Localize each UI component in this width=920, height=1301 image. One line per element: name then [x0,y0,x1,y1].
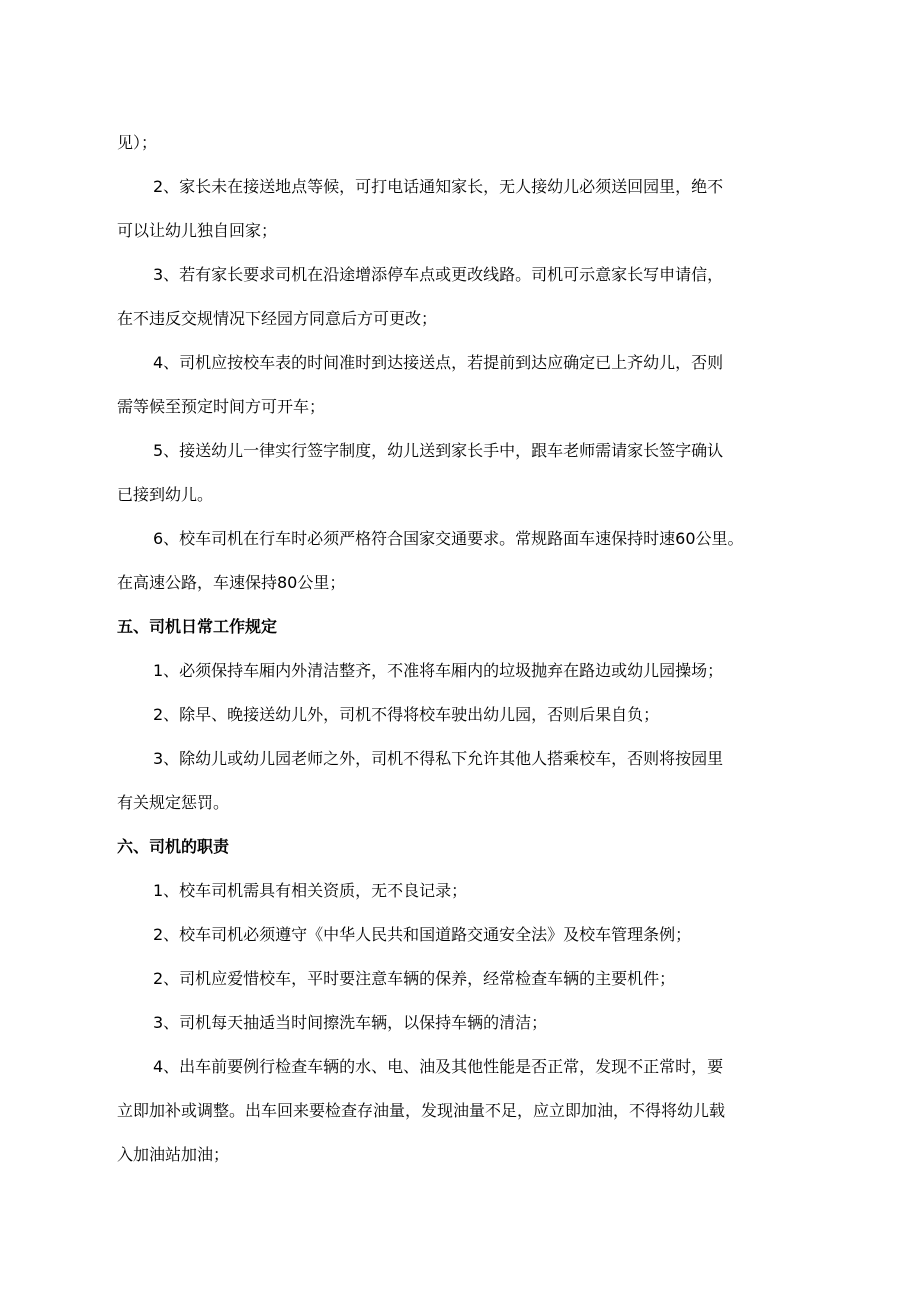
paragraph-line: 1、校车司机需具有相关资质，无不良记录； [153,881,468,900]
paragraph-line: 5、接送幼儿一律实行签字制度，幼儿送到家长手中，跟车老师需请家长签字确认 [153,441,724,460]
paragraph-line: 2、除早、晚接送幼儿外，司机不得将校车驶出幼儿园，否则后果自负； [153,705,660,724]
paragraph-line: 2、家长未在接送地点等候，可打电话通知家长，无人接幼儿必须送回园里，绝不 [153,177,724,196]
paragraph-line: 立即加补或调整。出车回来要检查存油量，发现油量不足，应立即加油，不得将幼儿载 [117,1101,726,1120]
paragraph-line: 3、若有家长要求司机在沿途增添停车点或更改线路。司机可示意家长写申请信， [153,265,724,284]
paragraph-line: 3、除幼儿或幼儿园老师之外，司机不得私下允许其他人搭乘校车，否则将按园里 [153,749,724,768]
paragraph-line: 可以让幼儿独自回家； [117,221,278,240]
paragraph-line: 4、出车前要例行检查车辆的水、电、油及其他性能是否正常，发现不正常时，要 [153,1057,724,1076]
paragraph-line: 6、校车司机在行车时必须严格符合国家交通要求。常规路面车速保持时速60公里。 [153,529,744,548]
paragraph-line: 需等候至预定时间方可开车； [117,397,326,416]
paragraph-line: 1、必须保持车厢内外清洁整齐，不准将车厢内的垃圾抛弃在路边或幼儿园操场； [153,661,724,680]
section-heading: 六、司机的职责 [117,837,230,856]
paragraph-line: 入加油站加油； [117,1145,230,1164]
paragraph-line: 4、司机应按校车表的时间准时到达接送点，若提前到达应确定已上齐幼儿，否则 [153,353,724,372]
paragraph-line: 在高速公路，车速保持80公里； [117,573,346,592]
section-heading: 五、司机日常工作规定 [117,617,278,636]
paragraph-line: 有关规定惩罚。 [117,793,230,812]
paragraph-line: 见）； [117,133,158,152]
paragraph-line: 3、司机每天抽适当时间擦洗车辆，以保持车辆的清洁； [153,1013,548,1032]
paragraph-line: 在不违反交规情况下经园方同意后方可更改； [117,309,438,328]
paragraph-line: 2、司机应爱惜校车，平时要注意车辆的保养，经常检查车辆的主要机件； [153,969,676,988]
paragraph-line: 已接到幼儿。 [117,485,214,504]
paragraph-line: 2、校车司机必须遵守《中华人民共和国道路交通安全法》及校车管理条例； [153,925,692,944]
